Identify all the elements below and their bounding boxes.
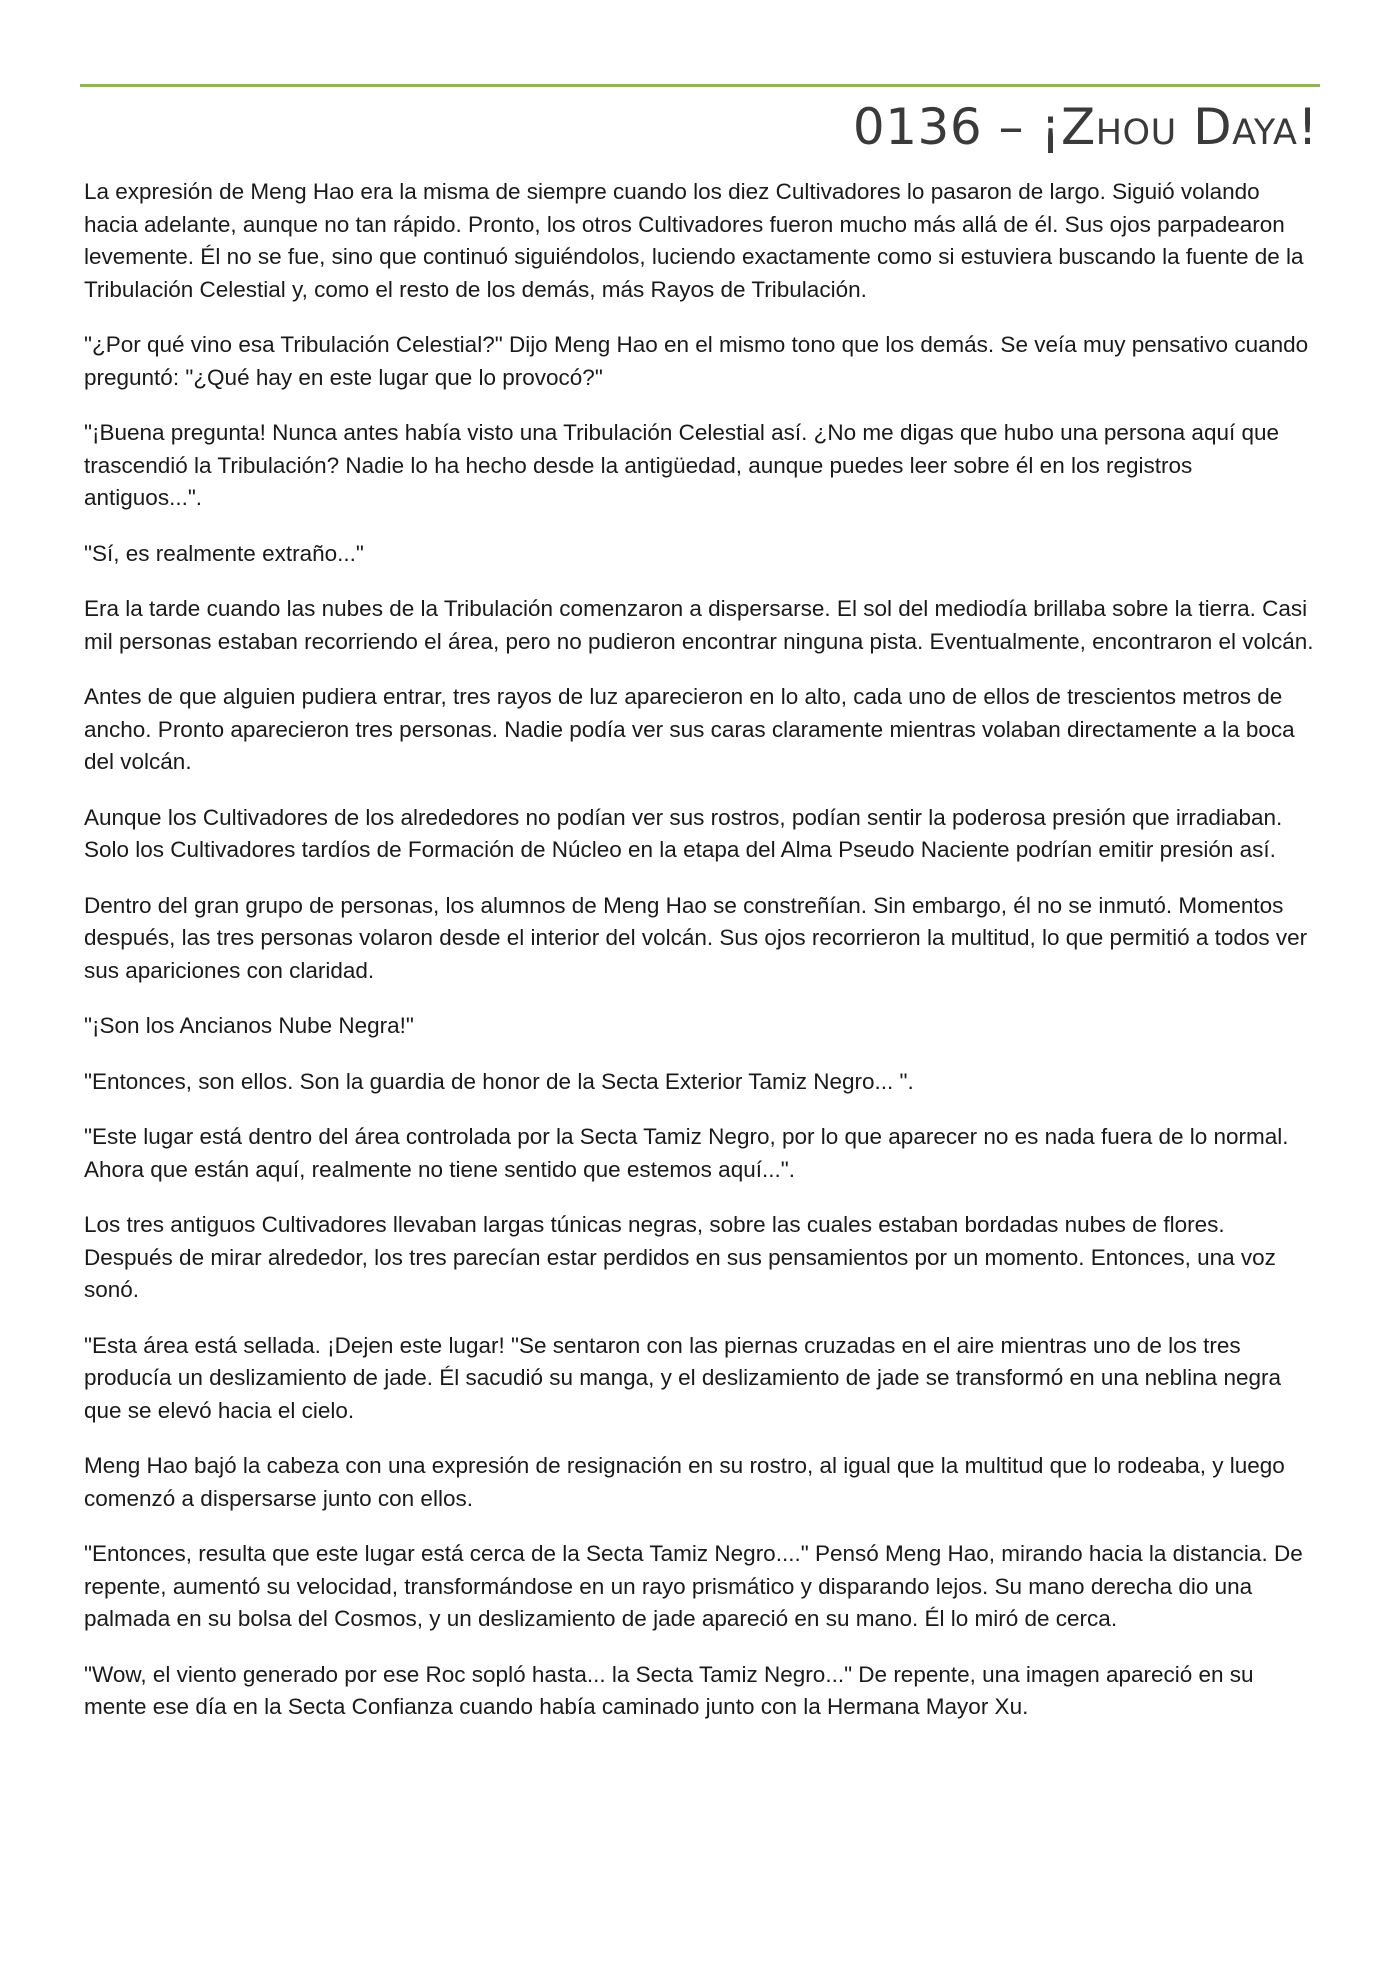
paragraph-6: Antes de que alguien pudiera entrar, tres rayos de luz aparecieron en lo alto, cada uno de ellos de trescientos metros de ancho. Pronto aparecieron tres personas. Nadie podía ver sus caras claramente mientras volaban directamente a la boca del volcán.: [84, 684, 1295, 774]
paragraph-7: Aunque los Cultivadores de los alrededores no podían ver sus rostros, podían sentir la poderosa presión que irradiaban. Solo los Cultivadores tardíos de Formación de Núcleo en la etapa del Alma Pseudo Naciente podrían emitir presión así.: [84, 804, 1283, 862]
chapter-title: 0136 – ¡Zhou Daya!: [852, 98, 1318, 156]
paragraph-11: "Este lugar está dentro del área controlada por la Secta Tamiz Negro, por lo que aparecer no es nada fuera de lo normal. Ahora que están aquí, realmente no tiene sentido que estemos aquí...".: [84, 1124, 1289, 1182]
paragraph-8: Dentro del gran grupo de personas, los alumnos de Meng Hao se constreñían. Sin embargo, él no se inmutó. Momentos después, las tres personas volaron desde el interior del volcán. Sus ojos recorrieron la multitud, lo que permitió a todos ver sus apariciones con claridad.: [84, 892, 1308, 983]
paragraph-16: "Wow, el viento generado por ese Roc sopló hasta... la Secta Tamiz Negro..." De repente, una imagen apareció en su mente ese día en la Secta Confianza cuando había caminado junto con la Hermana Mayor Xu.: [84, 1661, 1254, 1719]
paragraph-1: La expresión de Meng Hao era la misma de siempre cuando los diez Cultivadores lo pasaron de largo. Siguió volando hacia adelante, aunque no tan rápido. Pronto, los otros Cultivadores fueron mucho más allá de él. Sus ojos parpadearon levemente. Él no se fue, sino que continuó siguiéndolos, luciendo exactamente como si estuviera buscando la fuente de la Tribulación Celestial y, como el resto de los demás, más Rayos de Tribulación.: [84, 179, 1304, 302]
paragraph-3: "¡Buena pregunta! Nunca antes había visto una Tribulación Celestial así. ¿No me digas que hubo una persona aquí que trascendió la Tribulación? Nadie lo ha hecho desde la antigüedad, aunque puedes leer sobre él en los registros antiguos...".: [84, 420, 1280, 510]
paragraph-12: Los tres antiguos Cultivadores llevaban largas túnicas negras, sobre las cuales estaban bordadas nubes de flores. Después de mirar alrededor, los tres parecían estar perdidos en sus pensamientos por un momento. Entonces, una voz sonó.: [84, 1212, 1276, 1302]
paragraph-5: Era la tarde cuando las nubes de la Tribulación comenzaron a dispersarse. El sol del mediodía brillaba sobre la tierra. Casi mil personas estaban recorriendo el área, pero no pudieron encontrar ninguna pista. Eventualmente, encontraron el volcán.: [84, 596, 1314, 654]
header-rule: [80, 84, 1320, 87]
paragraph-4: "Sí, es realmente extraño...": [84, 540, 364, 566]
paragraph-10: "Entonces, son ellos. Son la guardia de honor de la Secta Exterior Tamiz Negro... ".: [84, 1068, 914, 1094]
paragraph-9: "¡Son los Ancianos Nube Negra!": [84, 1013, 414, 1038]
chapter-body: [84, 176, 1316, 1747]
paragraph-2: "¿Por qué vino esa Tribulación Celestial?" Dijo Meng Hao en el mismo tono que los demás. Se veía muy pensativo cuando preguntó: "¿Qué hay en este lugar que lo provocó?": [84, 332, 1309, 390]
paragraph-13: "Esta área está sellada. ¡Dejen este lugar! "Se sentaron con las piernas cruzadas en el aire mientras uno de los tres producía un deslizamiento de jade. Él sacudió su manga, y el deslizamiento de jade se transformó en una neblina negra que se elevó hacia el cielo.: [84, 1332, 1281, 1423]
paragraph-14: Meng Hao bajó la cabeza con una expresión de resignación en su rostro, al igual que la multitud que lo rodeaba, y luego comenzó a dispersarse junto con ellos.: [84, 1453, 1285, 1511]
paragraph-15: "Entonces, resulta que este lugar está cerca de la Secta Tamiz Negro...." Pensó Meng Hao, mirando hacia la distancia. De repente, aumentó su velocidad, transformándose en un rayo prismático y disparando lejos. Su mano derecha dio una palmada en su bolsa del Cosmos, y un deslizamiento de jade apareció en su mano. Él lo miró de cerca.: [84, 1541, 1303, 1631]
